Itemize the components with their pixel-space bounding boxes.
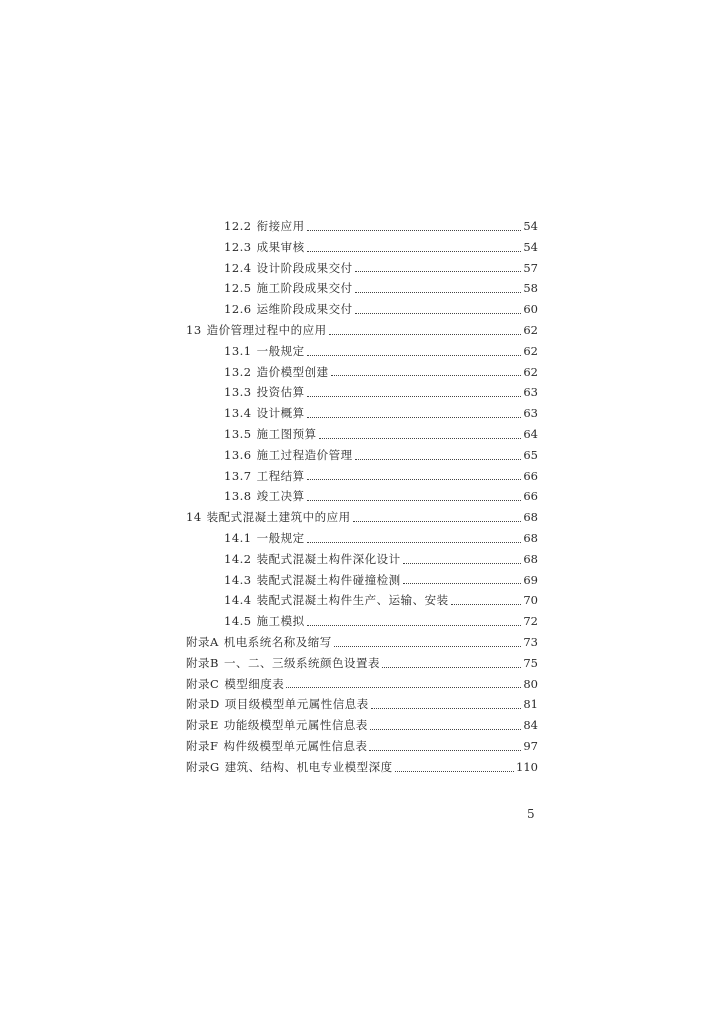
toc-entry — [186, 466, 538, 487]
toc-entry-title: 衔接应用 — [256, 219, 305, 233]
toc-entry-page: 110 — [516, 759, 538, 774]
toc-entry-title: 施工过程造价管理 — [256, 447, 353, 462]
toc-entry-number: 13 — [186, 322, 202, 337]
toc-entry — [186, 715, 538, 736]
toc-entry-number: 13.5 — [224, 426, 252, 441]
toc-entry-number: 13.4 — [224, 406, 252, 421]
toc-dot-leader — [307, 395, 522, 397]
toc-entry-title: 竣工决算 — [256, 489, 305, 504]
toc-dot-leader — [307, 478, 522, 480]
toc-entry-page: 54 — [523, 219, 538, 233]
toc-entry-number: 13.6 — [224, 447, 252, 462]
toc-entry-title: 项目级模型单元属性信息表 — [224, 697, 369, 712]
toc-entry-page: 62 — [523, 322, 538, 337]
toc-entry — [186, 736, 538, 757]
toc-entry — [186, 674, 538, 695]
toc-dot-leader — [329, 333, 522, 335]
toc-dot-leader — [307, 624, 522, 626]
toc-entry-page: 75 — [523, 655, 538, 670]
toc-entry-page: 80 — [523, 676, 538, 691]
toc-entry-number: 14.3 — [224, 572, 252, 587]
toc-entry-title: 一般规定 — [256, 343, 305, 358]
toc-entry — [186, 362, 538, 383]
toc-entry — [186, 237, 538, 258]
toc-entry-page: 69 — [523, 572, 538, 587]
toc-entry-number: 12.3 — [224, 239, 252, 254]
toc-entry — [186, 486, 538, 507]
toc-entry-title: 建筑、结构、机电专业模型深度 — [224, 759, 393, 774]
toc-entry — [186, 570, 538, 591]
toc-entry-page: 57 — [523, 260, 538, 275]
toc-entry-number: 12.2 — [224, 219, 252, 233]
toc-dot-leader — [334, 645, 522, 647]
toc-entry — [186, 382, 538, 403]
toc-entry-number: 14.4 — [224, 593, 252, 608]
toc-entry — [186, 278, 538, 299]
toc-dot-leader — [307, 416, 522, 418]
toc-entry — [186, 320, 538, 341]
toc-entry-number: 13.2 — [224, 364, 252, 379]
toc-entry — [186, 590, 538, 611]
toc-entry-number: 附录C — [186, 676, 220, 691]
toc-entry — [186, 507, 538, 528]
toc-entry-page: 73 — [523, 634, 538, 649]
toc-dot-leader — [403, 582, 522, 584]
toc-entry-page: 97 — [523, 738, 538, 753]
toc-entry-page: 72 — [523, 614, 538, 629]
toc-entry-number: 14.2 — [224, 551, 252, 566]
toc-entry-number: 附录D — [186, 697, 220, 712]
toc-entry-title: 构件级模型单元属性信息表 — [223, 738, 368, 753]
toc-entry-number: 附录F — [186, 738, 219, 753]
toc-entry-title: 施工阶段成果交付 — [256, 281, 353, 296]
toc-dot-leader — [355, 270, 522, 272]
toc-entry-title: 机电系统名称及缩写 — [223, 634, 332, 649]
toc-dot-leader — [355, 458, 522, 460]
toc-entry-title: 装配式混凝土构件深化设计 — [256, 551, 401, 566]
toc-entry-number: 附录G — [186, 759, 220, 774]
toc-dot-leader — [370, 728, 521, 730]
toc-entry — [186, 424, 538, 445]
toc-entry — [186, 632, 538, 653]
toc-entry-title: 工程结算 — [256, 468, 305, 483]
toc-entry-page: 62 — [523, 343, 538, 358]
toc-entry-page: 68 — [523, 530, 538, 545]
toc-entry-number: 附录B — [186, 655, 219, 670]
toc-entry-page: 84 — [523, 718, 538, 733]
toc-dot-leader — [355, 291, 522, 293]
toc-dot-leader — [451, 603, 522, 605]
toc-entry-number: 13.1 — [224, 343, 252, 358]
toc-entry — [186, 528, 538, 549]
toc-dot-leader — [355, 312, 522, 314]
toc-entry-title: 造价管理过程中的应用 — [206, 322, 327, 337]
toc-entry — [186, 694, 538, 715]
toc-entry — [186, 299, 538, 320]
toc-entry-number: 13.7 — [224, 468, 252, 483]
toc-entry-number: 14.1 — [224, 530, 252, 545]
toc-entry-number: 14.5 — [224, 614, 252, 629]
toc-entry — [186, 653, 538, 674]
toc-entry-number: 12.6 — [224, 302, 252, 317]
toc-entry — [186, 403, 538, 424]
toc-dot-leader — [369, 749, 521, 751]
toc-entry-title: 设计概算 — [256, 406, 305, 421]
toc-entry-title: 投资估算 — [256, 385, 305, 400]
toc-entry-number: 附录E — [186, 718, 219, 733]
toc-entry-page: 66 — [523, 489, 538, 504]
toc-dot-leader — [286, 686, 521, 688]
toc-entry-title: 装配式混凝土构件碰撞检测 — [256, 572, 401, 587]
toc-entry-number: 附录A — [186, 634, 219, 649]
toc-entry — [186, 216, 538, 237]
toc-dot-leader — [319, 437, 522, 439]
toc-entry-title: 装配式混凝土建筑中的应用 — [206, 510, 351, 525]
toc-entry-title: 成果审核 — [256, 239, 305, 254]
toc-entry-title: 功能级模型单元属性信息表 — [223, 718, 368, 733]
toc-entry-number: 14 — [186, 510, 202, 525]
toc-entry-title: 施工模拟 — [256, 614, 305, 629]
table-of-contents — [186, 216, 538, 778]
toc-entry-page: 68 — [523, 551, 538, 566]
toc-dot-leader — [307, 229, 522, 231]
toc-entry-page: 64 — [523, 426, 538, 441]
page-number: 5 — [527, 807, 535, 821]
toc-entry — [186, 258, 538, 279]
toc-entry-title: 施工图预算 — [256, 426, 317, 441]
toc-dot-leader — [331, 374, 522, 376]
toc-entry-page: 62 — [523, 364, 538, 379]
toc-entry-title: 一般规定 — [256, 530, 305, 545]
toc-dot-leader — [307, 250, 522, 252]
toc-entry — [186, 549, 538, 570]
toc-entry-title: 运维阶段成果交付 — [256, 302, 353, 317]
toc-dot-leader — [382, 666, 521, 668]
toc-entry-page: 81 — [523, 697, 538, 712]
toc-entry-page: 60 — [523, 302, 538, 317]
toc-entry-page: 65 — [523, 447, 538, 462]
toc-dot-leader — [371, 707, 522, 709]
toc-entry-page: 63 — [523, 406, 538, 421]
toc-entry-page: 54 — [523, 239, 538, 254]
toc-entry-page: 70 — [523, 593, 538, 608]
toc-entry-number: 12.4 — [224, 260, 252, 275]
toc-entry — [186, 757, 538, 778]
toc-entry-page: 58 — [523, 281, 538, 296]
toc-dot-leader — [395, 770, 514, 772]
toc-entry-page: 63 — [523, 385, 538, 400]
toc-entry-title: 一、二、三级系统颜色设置表 — [223, 655, 380, 670]
toc-entry-number: 13.3 — [224, 385, 252, 400]
toc-dot-leader — [403, 562, 522, 564]
toc-dot-leader — [307, 499, 522, 501]
toc-entry-title: 模型细度表 — [224, 676, 285, 691]
toc-entry-title: 造价模型创建 — [256, 364, 329, 379]
toc-entry — [186, 611, 538, 632]
toc-entry-page: 68 — [523, 510, 538, 525]
toc-entry-page: 66 — [523, 468, 538, 483]
toc-entry — [186, 445, 538, 466]
toc-entry-number: 13.8 — [224, 489, 252, 504]
toc-entry — [186, 341, 538, 362]
toc-dot-leader — [307, 541, 522, 543]
toc-dot-leader — [307, 354, 522, 356]
toc-entry-title: 设计阶段成果交付 — [256, 260, 353, 275]
toc-entry-number: 12.5 — [224, 281, 252, 296]
toc-entry-title: 装配式混凝土构件生产、运输、安装 — [256, 593, 449, 608]
toc-dot-leader — [353, 520, 522, 522]
